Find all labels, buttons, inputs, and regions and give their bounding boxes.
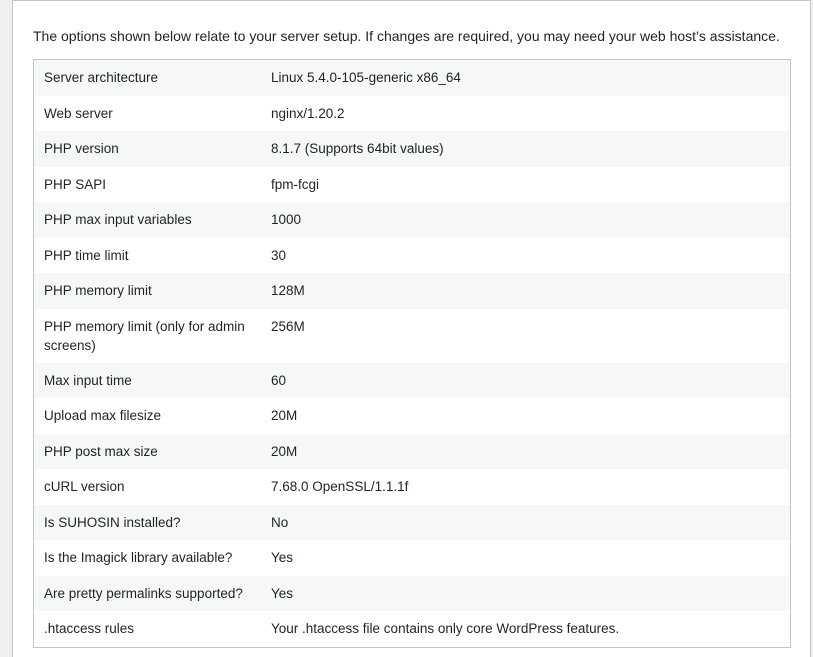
row-label: PHP time limit	[44, 247, 129, 263]
row-value: Linux 5.4.0-105-generic x86_64	[271, 70, 461, 85]
row-label: PHP SAPI	[44, 176, 107, 192]
row-value: 128M	[271, 283, 305, 298]
row-label: Is the Imagick library available?	[44, 550, 233, 565]
table-row	[34, 505, 790, 541]
row-label: Are pretty permalinks supported?	[44, 585, 243, 601]
table-row	[34, 576, 790, 612]
row-value: Yes	[271, 550, 294, 565]
row-value: No	[271, 514, 289, 530]
row-value: 60	[271, 372, 287, 388]
row-value: Yes	[271, 585, 294, 601]
table-row	[34, 96, 790, 132]
row-value: Your .htaccess file contains only core WordPress features.	[271, 621, 620, 636]
row-value: 20M	[271, 408, 298, 423]
panel-top-divider	[13, 0, 810, 1]
server-info-description: The options shown below relate to your server setup. If changes are required, you may need your web host’s assistance.	[33, 28, 780, 44]
table-row	[34, 202, 790, 238]
server-info-table-container	[33, 59, 791, 648]
row-label: Upload max filesize	[44, 408, 162, 423]
row-label: Is SUHOSIN installed?	[44, 514, 181, 530]
row-label: .htaccess rules	[44, 621, 135, 636]
row-value: 20M	[271, 443, 298, 459]
table-row	[34, 309, 790, 363]
row-value: 8.1.7 (Supports 64bit values)	[271, 141, 444, 156]
row-value: 1000	[271, 212, 302, 227]
server-info-panel	[12, 0, 811, 657]
table-row	[34, 398, 790, 434]
row-label: Web server	[44, 105, 113, 121]
table-row	[34, 167, 790, 203]
row-value: 256M	[271, 318, 305, 334]
table-row	[34, 363, 790, 399]
row-label: Max input time	[44, 372, 132, 388]
row-label: Server architecture	[44, 70, 159, 85]
table-row	[34, 131, 790, 167]
row-value: 30	[271, 247, 287, 263]
row-value: fpm-fcgi	[271, 176, 320, 192]
server-info-table	[34, 60, 790, 647]
table-row	[34, 469, 790, 505]
table-row	[34, 611, 790, 647]
row-label: PHP max input variables	[44, 212, 192, 227]
row-label: PHP version	[44, 141, 119, 156]
table-row	[34, 238, 790, 274]
row-value: nginx/1.20.2	[271, 105, 345, 121]
row-label: cURL version	[44, 479, 125, 494]
row-label: PHP memory limit (only for admin screens)	[44, 318, 245, 353]
row-label: PHP post max size	[44, 443, 158, 459]
row-value: 7.68.0 OpenSSL/1.1.1f	[271, 479, 409, 494]
row-label: PHP memory limit	[44, 283, 152, 298]
table-row	[34, 273, 790, 309]
table-row	[34, 60, 790, 96]
table-row	[34, 540, 790, 576]
server-info-table-body	[34, 60, 790, 647]
table-row	[34, 434, 790, 470]
